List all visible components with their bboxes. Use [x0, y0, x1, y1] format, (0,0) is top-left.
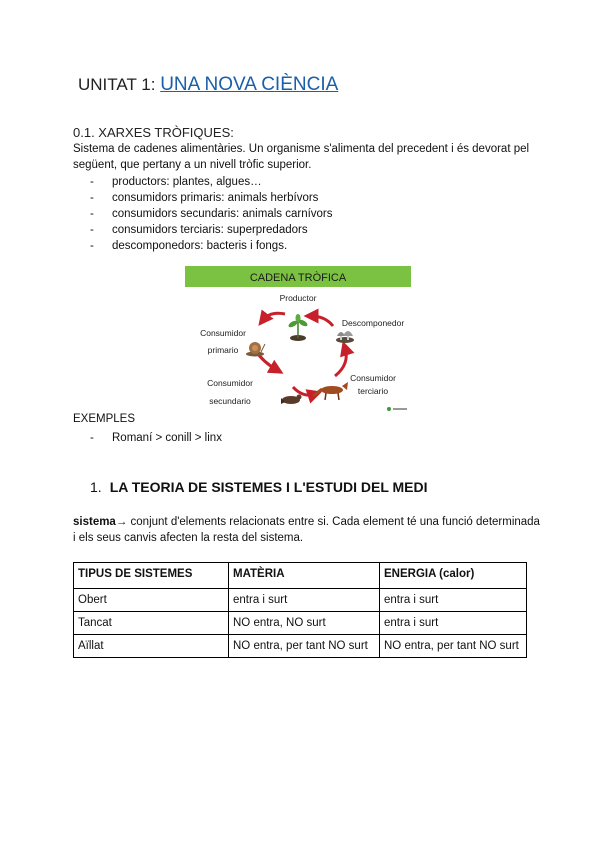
table-cell: entra i surt — [380, 589, 527, 612]
title-prefix: UNITAT 1: — [78, 75, 161, 94]
table-cell: entra i surt — [229, 589, 380, 612]
list-item: - productors: plantes, algues… — [90, 174, 333, 190]
section-heading-1 — [90, 479, 428, 495]
list-item: - consumidors terciaris: superpredadors — [90, 222, 333, 238]
intro-paragraph: Sistema de cadenes alimentàries. Un organisme s'alimenta del precedent i és devorat pel següent, que pertany a un nivell tròfic superior. — [73, 143, 530, 171]
title-link[interactable]: UNA NOVA CIÈNCIA — [160, 74, 339, 95]
arrow-terciari-descomponedor — [335, 348, 346, 376]
table-row — [74, 612, 527, 635]
label-primari-1: Consumidor — [200, 328, 246, 338]
examples-label: EXEMPLES — [73, 413, 135, 425]
list-item: - descomponedors: bacteris i fongs. — [90, 238, 333, 254]
arrow-secundari-terciari — [293, 387, 315, 395]
arrow-icon: → — [115, 516, 128, 528]
arrow-descomponedor-productor — [311, 316, 333, 326]
definition-paragraph — [73, 514, 543, 546]
label-descomponedor: Descomponedor — [341, 318, 405, 328]
list-item: - Romaní > conill > linx — [90, 430, 222, 446]
arrow-productor-primari — [263, 313, 285, 320]
label-terciari-1: Consumidor — [350, 373, 396, 383]
label-productor: Productor — [279, 293, 317, 303]
table-header-row — [74, 563, 527, 589]
table-cell: Aïllat — [74, 635, 229, 658]
table-row — [74, 589, 527, 612]
table-row — [74, 635, 527, 658]
table-cell: Tancat — [74, 612, 229, 635]
definition-text: conjunt d'elements relacionats entre si. Cada element té una funció determinada i els seus canvis afecten la resta del sistema. — [73, 516, 540, 544]
mushroom-icon — [336, 331, 354, 343]
section-heading-01: 0.1. XARXES TRÒFIQUES: — [73, 125, 234, 140]
label-secundari-1: Consumidor — [207, 378, 253, 388]
cycle-arrows — [255, 313, 346, 395]
corner-logo — [387, 407, 407, 411]
label-primari-2: primario — [207, 345, 239, 355]
section-title: LA TEORIA DE SISTEMES I L'ESTUDI DEL MEDI — [109, 479, 428, 495]
table-header-cell: TIPUS DE SISTEMES — [74, 563, 229, 589]
list-item: - consumidors primaris: animals herbívors — [90, 190, 333, 206]
definition-term: sistema — [73, 516, 116, 528]
page-title — [78, 74, 338, 96]
list-item: - consumidors secundaris: animals carnívors — [90, 206, 333, 222]
table-cell: Obert — [74, 589, 229, 612]
plant-icon — [287, 314, 308, 341]
table-cell: NO entra, per tant NO surt — [229, 635, 380, 658]
examples-list — [90, 430, 222, 446]
table-header-cell: ENERGIA (calor) — [380, 563, 527, 589]
label-terciari-2: terciario — [357, 386, 389, 396]
table-header-cell: MATÈRIA — [229, 563, 380, 589]
food-chain-figure — [185, 266, 411, 414]
fox-icon — [313, 382, 348, 400]
figure-header-text: CADENA TRÒFICA — [249, 272, 347, 284]
snail-icon — [246, 342, 265, 357]
table-cell: entra i surt — [380, 612, 527, 635]
systems-table — [73, 562, 527, 658]
bird-icon — [281, 395, 302, 405]
table-cell: NO entra, per tant NO surt — [380, 635, 527, 658]
table-cell: NO entra, NO surt — [229, 612, 380, 635]
section-number: 1. — [90, 479, 102, 495]
label-secundari-2: secundario — [209, 396, 251, 406]
trophic-levels-list — [90, 174, 333, 254]
